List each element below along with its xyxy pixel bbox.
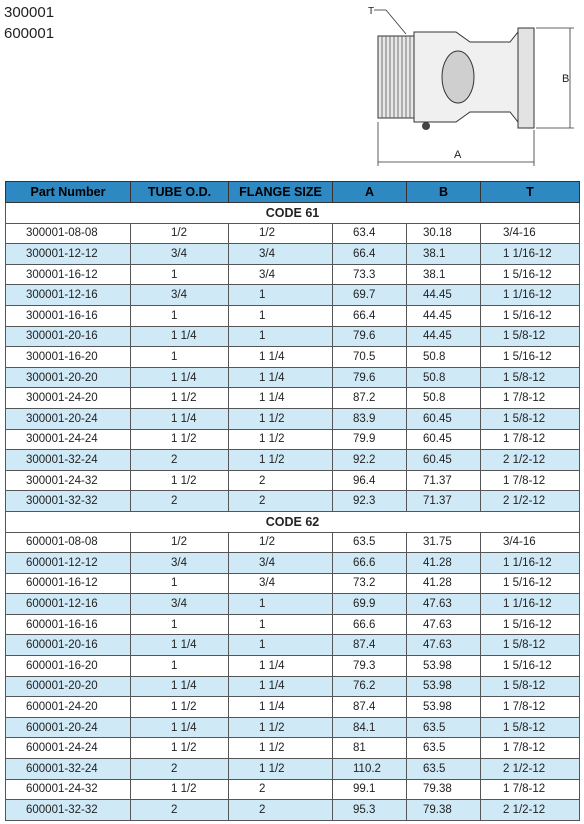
cell-flange-size: 1	[229, 285, 333, 306]
table-row	[6, 779, 580, 800]
cell-part-number: 600001-20-16	[6, 635, 131, 656]
cell-a: 110.2	[333, 759, 407, 780]
cell-tube-od: 3/4	[131, 285, 229, 306]
table-row	[6, 223, 580, 244]
cell-t: 1 5/16-12	[481, 614, 580, 635]
cell-tube-od: 2	[131, 450, 229, 471]
cell-b: 47.63	[407, 635, 481, 656]
cell-a: 63.5	[333, 532, 407, 553]
cell-part-number: 300001-12-12	[6, 244, 131, 265]
cell-a: 63.4	[333, 223, 407, 244]
cell-a: 73.2	[333, 573, 407, 594]
cell-b: 44.45	[407, 305, 481, 326]
cell-a: 73.3	[333, 264, 407, 285]
cell-t: 1 5/8-12	[481, 408, 580, 429]
cell-t: 1 7/8-12	[481, 697, 580, 718]
label-b: B	[562, 73, 570, 85]
cell-flange-size: 3/4	[229, 244, 333, 265]
cell-t: 1 7/8-12	[481, 388, 580, 409]
part-codes	[4, 2, 54, 44]
cell-flange-size: 1	[229, 326, 333, 347]
cell-tube-od: 1 1/2	[131, 429, 229, 450]
table-row	[6, 532, 580, 553]
table-row	[6, 470, 580, 491]
table-row	[6, 305, 580, 326]
cell-tube-od: 1 1/2	[131, 388, 229, 409]
cell-t: 1 7/8-12	[481, 470, 580, 491]
cell-flange-size: 3/4	[229, 264, 333, 285]
cell-t: 1 5/16-12	[481, 656, 580, 677]
cell-tube-od: 1/2	[131, 532, 229, 553]
col-tube-od: TUBE O.D.	[131, 182, 229, 203]
cell-tube-od: 1	[131, 656, 229, 677]
cell-tube-od: 1 1/4	[131, 717, 229, 738]
cell-b: 50.8	[407, 347, 481, 368]
cell-t: 1 5/16-12	[481, 264, 580, 285]
cell-flange-size: 1 1/2	[229, 429, 333, 450]
cell-flange-size: 1 1/4	[229, 656, 333, 677]
cell-b: 38.1	[407, 244, 481, 265]
cell-b: 44.45	[407, 326, 481, 347]
cell-tube-od: 1	[131, 614, 229, 635]
cell-tube-od: 1 1/4	[131, 676, 229, 697]
cell-part-number: 300001-24-20	[6, 388, 131, 409]
table-row	[6, 553, 580, 574]
cell-t: 1 5/16-12	[481, 305, 580, 326]
cell-tube-od: 3/4	[131, 244, 229, 265]
cell-part-number: 600001-24-32	[6, 779, 131, 800]
cell-flange-size: 3/4	[229, 573, 333, 594]
cell-part-number: 600001-32-32	[6, 800, 131, 821]
cell-b: 47.63	[407, 594, 481, 615]
cell-flange-size: 1 1/2	[229, 738, 333, 759]
cell-a: 69.7	[333, 285, 407, 306]
cell-b: 41.28	[407, 573, 481, 594]
cell-part-number: 300001-32-24	[6, 450, 131, 471]
table-row	[6, 367, 580, 388]
table-header-row	[6, 182, 580, 203]
fitting-drawing	[360, 2, 582, 174]
cell-b: 53.98	[407, 656, 481, 677]
cell-flange-size: 2	[229, 779, 333, 800]
cell-part-number: 600001-24-20	[6, 697, 131, 718]
cell-part-number: 600001-16-20	[6, 656, 131, 677]
cell-t: 1 7/8-12	[481, 779, 580, 800]
cell-part-number: 300001-16-20	[6, 347, 131, 368]
cell-b: 79.38	[407, 779, 481, 800]
cell-part-number: 300001-12-16	[6, 285, 131, 306]
cell-flange-size: 3/4	[229, 553, 333, 574]
cell-a: 95.3	[333, 800, 407, 821]
cell-a: 66.6	[333, 614, 407, 635]
cell-tube-od: 1 1/4	[131, 408, 229, 429]
cell-a: 76.2	[333, 676, 407, 697]
cell-t: 1 5/8-12	[481, 717, 580, 738]
cell-flange-size: 1 1/4	[229, 676, 333, 697]
cell-flange-size: 1/2	[229, 532, 333, 553]
table-row	[6, 429, 580, 450]
cell-b: 63.5	[407, 717, 481, 738]
table-row	[6, 717, 580, 738]
cell-a: 87.4	[333, 635, 407, 656]
cell-part-number: 600001-20-20	[6, 676, 131, 697]
label-t: T	[368, 6, 375, 17]
table-row	[6, 408, 580, 429]
cell-t: 1 1/16-12	[481, 594, 580, 615]
cell-t: 2 1/2-12	[481, 800, 580, 821]
cell-t: 2 1/2-12	[481, 491, 580, 512]
cell-a: 69.9	[333, 594, 407, 615]
table-row	[6, 697, 580, 718]
cell-b: 71.37	[407, 491, 481, 512]
cell-b: 71.37	[407, 470, 481, 491]
cell-t: 1 5/8-12	[481, 367, 580, 388]
cell-a: 66.4	[333, 305, 407, 326]
cell-b: 38.1	[407, 264, 481, 285]
cell-b: 30.18	[407, 223, 481, 244]
cell-tube-od: 1	[131, 347, 229, 368]
cell-tube-od: 3/4	[131, 594, 229, 615]
code-300001: 300001	[4, 4, 55, 21]
cell-b: 60.45	[407, 450, 481, 471]
cell-tube-od: 1 1/2	[131, 470, 229, 491]
cell-tube-od: 1 1/2	[131, 779, 229, 800]
cell-a: 79.6	[333, 326, 407, 347]
table-row	[6, 614, 580, 635]
cell-a: 66.4	[333, 244, 407, 265]
cell-a: 70.5	[333, 347, 407, 368]
cell-a: 96.4	[333, 470, 407, 491]
table-row	[6, 388, 580, 409]
table-row	[6, 326, 580, 347]
cell-a: 79.9	[333, 429, 407, 450]
cell-b: 50.8	[407, 367, 481, 388]
table-row	[6, 573, 580, 594]
cell-b: 50.8	[407, 388, 481, 409]
cell-part-number: 600001-12-16	[6, 594, 131, 615]
cell-t: 1 5/8-12	[481, 635, 580, 656]
cell-t: 1 1/16-12	[481, 285, 580, 306]
cell-tube-od: 1 1/2	[131, 697, 229, 718]
cell-b: 63.5	[407, 738, 481, 759]
table-row	[6, 759, 580, 780]
cell-part-number: 600001-20-24	[6, 717, 131, 738]
table-row	[6, 738, 580, 759]
cell-a: 81	[333, 738, 407, 759]
cell-b: 47.63	[407, 614, 481, 635]
cell-t: 1 5/8-12	[481, 326, 580, 347]
cell-part-number: 300001-32-32	[6, 491, 131, 512]
cell-b: 79.38	[407, 800, 481, 821]
table-row	[6, 285, 580, 306]
cell-flange-size: 1	[229, 594, 333, 615]
cell-part-number: 600001-32-24	[6, 759, 131, 780]
cell-b: 60.45	[407, 429, 481, 450]
cell-b: 31.75	[407, 532, 481, 553]
cell-b: 60.45	[407, 408, 481, 429]
cell-tube-od: 1 1/4	[131, 635, 229, 656]
cell-a: 79.3	[333, 656, 407, 677]
cell-t: 1 5/16-12	[481, 347, 580, 368]
cell-part-number: 300001-16-16	[6, 305, 131, 326]
section-title: CODE 62	[6, 511, 580, 532]
cell-t: 2 1/2-12	[481, 450, 580, 471]
col-a: A	[333, 182, 407, 203]
cell-part-number: 600001-16-16	[6, 614, 131, 635]
parts-table	[5, 181, 580, 821]
cell-t: 1 7/8-12	[481, 429, 580, 450]
cell-b: 53.98	[407, 697, 481, 718]
col-part-number: Part Number	[6, 182, 131, 203]
cell-tube-od: 1	[131, 573, 229, 594]
cell-part-number: 300001-24-24	[6, 429, 131, 450]
cell-part-number: 300001-20-20	[6, 367, 131, 388]
cell-tube-od: 1 1/4	[131, 367, 229, 388]
label-a: A	[454, 149, 462, 161]
col-flange-size: FLANGE SIZE	[229, 182, 333, 203]
cell-t: 3/4-16	[481, 223, 580, 244]
cell-part-number: 600001-16-12	[6, 573, 131, 594]
cell-t: 1 1/16-12	[481, 244, 580, 265]
cell-tube-od: 1	[131, 305, 229, 326]
cell-flange-size: 1 1/2	[229, 408, 333, 429]
section-row	[6, 203, 580, 224]
cell-flange-size: 1 1/4	[229, 697, 333, 718]
table-row	[6, 347, 580, 368]
cell-flange-size: 1/2	[229, 223, 333, 244]
cell-a: 84.1	[333, 717, 407, 738]
cell-tube-od: 1 1/2	[131, 738, 229, 759]
cell-flange-size: 1 1/4	[229, 367, 333, 388]
table-row	[6, 450, 580, 471]
cell-part-number: 300001-20-24	[6, 408, 131, 429]
table-body	[6, 203, 580, 821]
cell-t: 1 5/16-12	[481, 573, 580, 594]
code-600001: 600001	[4, 25, 55, 42]
col-t: T	[481, 182, 580, 203]
cell-a: 87.4	[333, 697, 407, 718]
cell-a: 92.2	[333, 450, 407, 471]
cell-a: 99.1	[333, 779, 407, 800]
cell-t: 3/4-16	[481, 532, 580, 553]
cell-t: 2 1/2-12	[481, 759, 580, 780]
table-row	[6, 244, 580, 265]
cell-flange-size: 2	[229, 800, 333, 821]
section-row	[6, 511, 580, 532]
col-b: B	[407, 182, 481, 203]
cell-flange-size: 1	[229, 614, 333, 635]
cell-tube-od: 1 1/4	[131, 326, 229, 347]
cell-t: 1 5/8-12	[481, 676, 580, 697]
cell-a: 87.2	[333, 388, 407, 409]
cell-tube-od: 3/4	[131, 553, 229, 574]
cell-flange-size: 1	[229, 305, 333, 326]
cell-flange-size: 2	[229, 491, 333, 512]
cell-part-number: 300001-24-32	[6, 470, 131, 491]
table-row	[6, 635, 580, 656]
cell-b: 41.28	[407, 553, 481, 574]
cell-part-number: 300001-16-12	[6, 264, 131, 285]
cell-part-number: 600001-12-12	[6, 553, 131, 574]
cell-tube-od: 2	[131, 800, 229, 821]
table-row	[6, 800, 580, 821]
cell-part-number: 300001-08-08	[6, 223, 131, 244]
table-row	[6, 491, 580, 512]
cell-tube-od: 2	[131, 759, 229, 780]
table-row	[6, 676, 580, 697]
cell-flange-size: 2	[229, 470, 333, 491]
cell-b: 63.5	[407, 759, 481, 780]
cell-flange-size: 1 1/2	[229, 759, 333, 780]
cell-part-number: 300001-20-16	[6, 326, 131, 347]
cell-flange-size: 1 1/2	[229, 717, 333, 738]
table-row	[6, 264, 580, 285]
cell-a: 92.3	[333, 491, 407, 512]
cell-tube-od: 1/2	[131, 223, 229, 244]
cell-a: 83.9	[333, 408, 407, 429]
cell-b: 53.98	[407, 676, 481, 697]
section-title: CODE 61	[6, 203, 580, 224]
table-row	[6, 594, 580, 615]
cell-tube-od: 1	[131, 264, 229, 285]
cell-flange-size: 1 1/2	[229, 450, 333, 471]
cell-part-number: 600001-08-08	[6, 532, 131, 553]
cell-t: 1 1/16-12	[481, 553, 580, 574]
cell-t: 1 7/8-12	[481, 738, 580, 759]
cell-a: 79.6	[333, 367, 407, 388]
table-row	[6, 656, 580, 677]
cell-part-number: 600001-24-24	[6, 738, 131, 759]
cell-flange-size: 1 1/4	[229, 347, 333, 368]
cell-flange-size: 1 1/4	[229, 388, 333, 409]
cell-a: 66.6	[333, 553, 407, 574]
cell-tube-od: 2	[131, 491, 229, 512]
cell-b: 44.45	[407, 285, 481, 306]
cell-flange-size: 1	[229, 635, 333, 656]
